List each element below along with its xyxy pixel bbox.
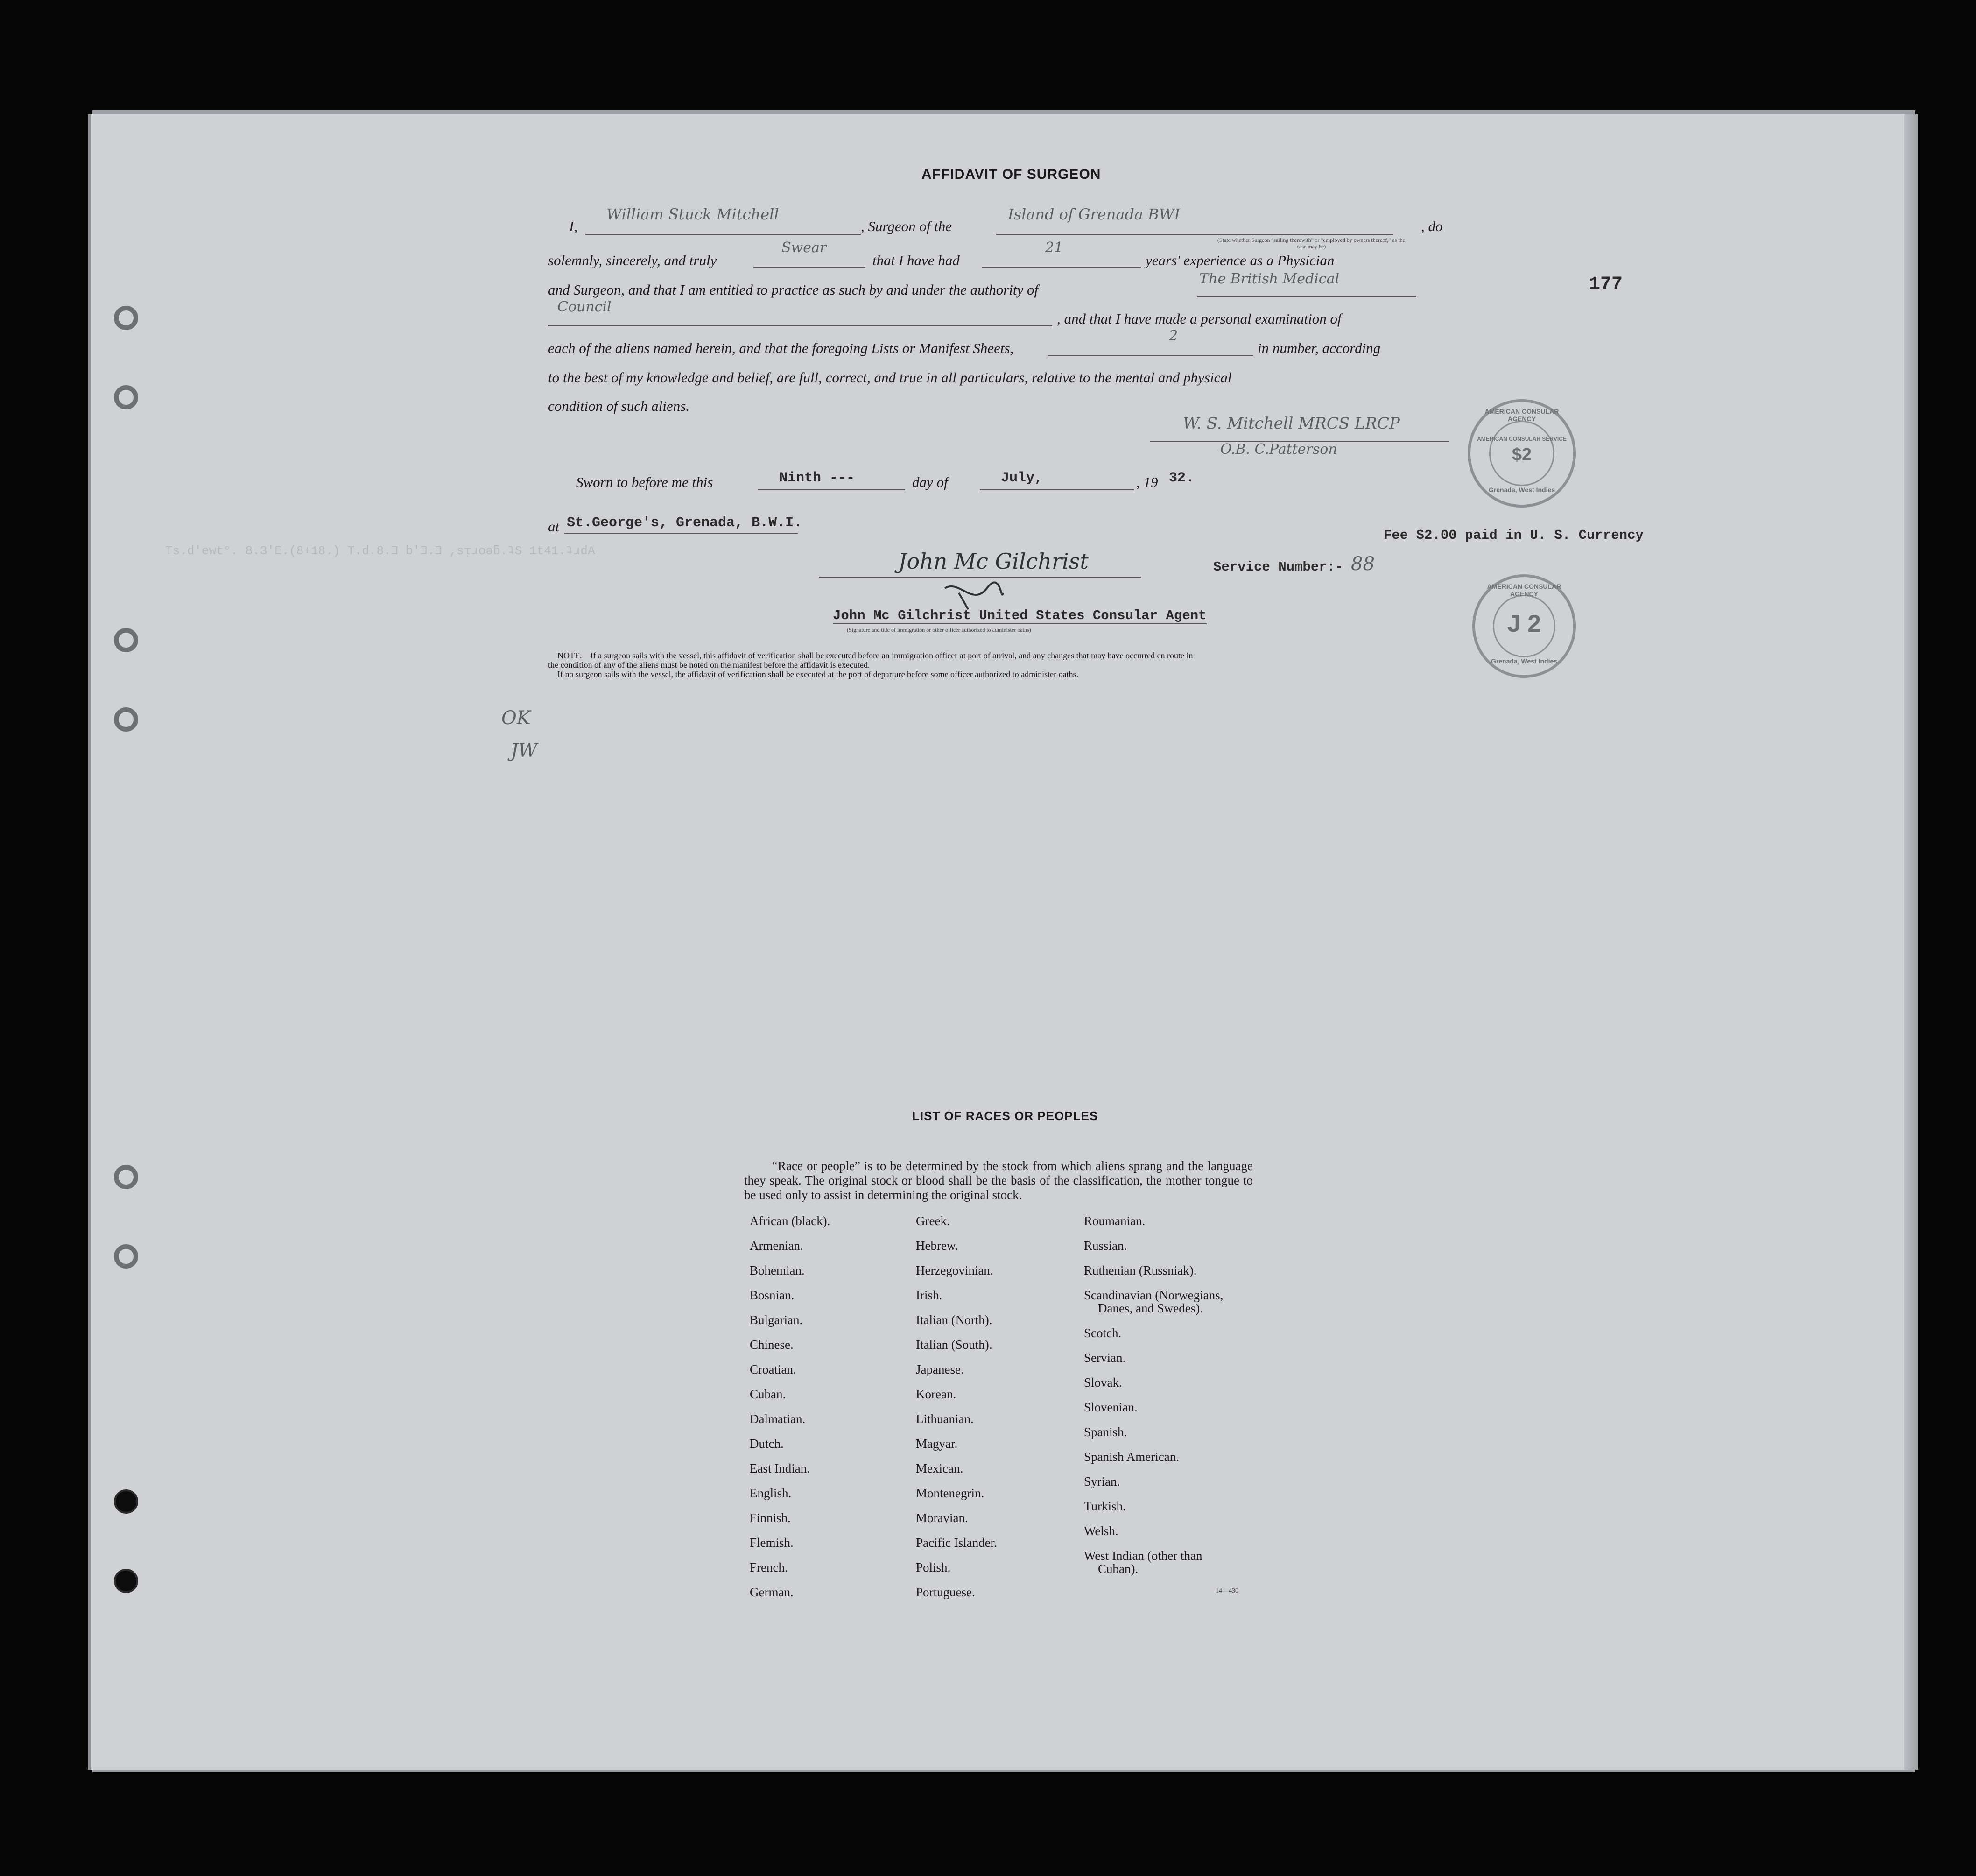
underline (1048, 355, 1253, 356)
oath-handwritten: Swear (781, 240, 827, 256)
race-item: German. (750, 1585, 794, 1599)
service-number-label: Service Number:- (1213, 559, 1343, 575)
stamp-ring-text: AMERICAN CONSULAR AGENCY (1487, 583, 1561, 598)
stamp-sub-text: AMERICAN CONSULAR SERVICE (1477, 436, 1567, 442)
race-item: Cuban. (750, 1387, 786, 1401)
note-line-1: NOTE.—If a surgeon sails with the vessel, this affidavit of verification shall be executed before an immigration officer at port of arrival, and any changes that may have occurred en route in (557, 651, 1193, 660)
races-title: LIST OF RACES OR PEOPLES (912, 1109, 1098, 1123)
note-line-2: the condition of any of the aliens must be noted on the manifest before the affidavit is executed. (548, 660, 870, 670)
underline (996, 234, 1393, 235)
surgeon-signature: W. S. Mitchell MRCS LRCP (1183, 414, 1400, 433)
binder-hole (114, 306, 138, 330)
race-item: Italian (North). (916, 1313, 992, 1327)
race-item: Mexican. (916, 1461, 963, 1475)
line3-text: and Surgeon, and that I am entitled to practice as such by and under the authority of (548, 282, 1039, 298)
race-item: Greek. (916, 1214, 950, 1228)
sworn-year-prefix: , 19 (1136, 474, 1158, 490)
race-item: Syrian. (1084, 1474, 1120, 1488)
years-handwritten: 21 (1045, 240, 1063, 256)
margin-initials-ok: OK (501, 707, 531, 729)
line1-mid: , Surgeon of the (861, 218, 952, 234)
race-item: Scandinavian (Norwegians, (1084, 1288, 1224, 1302)
race-item: Dutch. (750, 1437, 784, 1451)
underline (758, 489, 905, 490)
stamp-center-text: J 2 (1507, 610, 1541, 637)
race-item: Danes, and Swedes). (1098, 1301, 1203, 1315)
underline (982, 267, 1141, 268)
race-item: Scotch. (1084, 1326, 1122, 1340)
stamp-center-text: $2 (1512, 445, 1532, 465)
line7-text: condition of such aliens. (548, 398, 690, 414)
consul-caption: (Signature and title of immigration or other officer authorized to administer oaths) (847, 627, 1031, 633)
place-typed: St.George's, Grenada, B.W.I. (567, 515, 802, 531)
race-item: Hebrew. (916, 1239, 958, 1253)
surgeon-name-handwritten: William Stuck Mitchell (606, 205, 779, 223)
surgeon-hint: (State whether Surgeon "sailing therewith" or "employed by owners thereof," as the case may be) (1217, 237, 1405, 250)
race-item: Armenian. (750, 1239, 803, 1253)
binder-hole (114, 1165, 138, 1189)
race-item: Moravian. (916, 1511, 968, 1525)
race-item: Korean. (916, 1387, 956, 1401)
race-item: Pacific Islander. (916, 1536, 997, 1550)
race-item: Polish. (916, 1560, 951, 1574)
race-item: Magyar. (916, 1437, 958, 1451)
binder-hole (114, 1244, 138, 1269)
race-item: English. (750, 1486, 792, 1500)
races-intro: “Race or people” is to be determined by the stock from which aliens sprang and the language they speak. The original stock or blood shall be the basis of the classification, the mother tongue to be used only to assist in determining the original stock. (744, 1159, 1253, 1202)
race-item: Bulgarian. (750, 1313, 803, 1327)
line2-mid: that I have had (872, 252, 960, 268)
line4-text: , and that I have made a personal examination of (1057, 310, 1342, 327)
race-item: Croatian. (750, 1362, 796, 1376)
underline (548, 325, 1052, 326)
race-item: Italian (South). (916, 1338, 992, 1352)
race-item: Herzegovinian. (916, 1263, 993, 1277)
sworn-month-typed: July, (1001, 470, 1043, 486)
stamp-ring-text: AMERICAN CONSULAR AGENCY (1484, 408, 1559, 423)
race-item: Slovak. (1084, 1375, 1122, 1389)
line1-suffix: , do (1421, 218, 1443, 234)
consul-signature: John Mc Gilchrist (898, 549, 1089, 574)
line1-prefix: I, (569, 218, 578, 234)
race-item: Flemish. (750, 1536, 794, 1550)
line5-prefix: each of the aliens named herein, and that the foregoing Lists or Manifest Sheets, (548, 340, 1014, 356)
stamp-bottom-text: Grenada, West Indies (1491, 657, 1558, 665)
race-item: Irish. (916, 1288, 942, 1302)
race-item: Bohemian. (750, 1263, 805, 1277)
race-item: Welsh. (1084, 1524, 1118, 1538)
race-item: Russian. (1084, 1239, 1127, 1253)
binder-hole (114, 628, 138, 652)
affidavit-title: AFFIDAVIT OF SURGEON (921, 167, 1101, 182)
race-item: Lithuanian. (916, 1412, 974, 1426)
page-edge-shadow (1904, 114, 1918, 1770)
race-item: West Indian (other than (1084, 1549, 1202, 1563)
underline (980, 489, 1134, 490)
line6-text: to the best of my knowledge and belief, are full, correct, and true in all particulars, relative to the mental and physical (548, 369, 1232, 386)
service-number-handwritten: 88 (1351, 553, 1375, 575)
underline (1197, 296, 1416, 297)
witness-signature: O.B. C.Patterson (1220, 441, 1337, 458)
race-item: Bosnian. (750, 1288, 795, 1302)
sworn-day-typed: Ninth --- (779, 470, 855, 486)
stamp-bottom-text: Grenada, West Indies (1488, 486, 1555, 494)
margin-initials-jw: JW (511, 740, 538, 762)
race-item: Slovenian. (1084, 1400, 1138, 1414)
underline (585, 234, 861, 235)
race-item: Montenegrin. (916, 1486, 984, 1500)
race-item: Dalmatian. (750, 1412, 806, 1426)
note-line-3: If no surgeon sails with the vessel, the affidavit of verification shall be executed at the port of departure before some officer authorized to administer oaths. (557, 670, 1079, 679)
race-item: Cuban). (1098, 1562, 1139, 1576)
fee-text: Fee $2.00 paid in U. S. Currency (1384, 528, 1644, 543)
consul-flourish (940, 579, 1006, 612)
affidavit-line-1 (569, 218, 577, 235)
sheet-count-handwritten: 2 (1169, 328, 1178, 344)
binder-hole (114, 1569, 138, 1593)
bleed-through-text: Ts.d'ewt°. 8.3'E.(8+18.) T.d.8.Ǝ b'Ǝ.Ǝ ,sᴉɹoǝƃ.ʇS 1t41.ʇɹdA (165, 544, 595, 558)
authority-handwritten-continued: Council (557, 299, 612, 315)
race-item: African (black). (750, 1214, 830, 1228)
underline (564, 533, 798, 534)
consular-stamp-fee (1468, 399, 1576, 508)
race-item: Spanish. (1084, 1425, 1127, 1439)
line5-suffix: in number, according (1258, 340, 1381, 356)
consular-stamp-seal (1472, 574, 1576, 678)
race-item: Servian. (1084, 1351, 1126, 1365)
line2-suffix: years' experience as a Physician (1146, 252, 1335, 268)
consul-typed-name: John Mc Gilchrist United States Consular Agent (833, 608, 1207, 623)
place-prefix: at (548, 518, 560, 535)
signature-line (819, 577, 1141, 578)
manifest-page (88, 114, 1918, 1770)
race-item: Spanish American. (1084, 1450, 1179, 1464)
sworn-mid: day of (912, 474, 948, 490)
race-item: Chinese. (750, 1338, 794, 1352)
race-item: Portuguese. (916, 1585, 975, 1599)
race-item: French. (750, 1560, 788, 1574)
sworn-prefix: Sworn to before me this (576, 474, 713, 490)
race-item: Japanese. (916, 1362, 964, 1376)
binder-hole (114, 385, 138, 409)
authority-handwritten: The British Medical (1199, 271, 1340, 287)
binder-hole (114, 1489, 138, 1514)
race-item: Ruthenian (Russniak). (1084, 1263, 1197, 1277)
binder-hole (114, 707, 138, 732)
race-item: Finnish. (750, 1511, 791, 1525)
form-code: 14—430 (1216, 1587, 1238, 1594)
race-item: Turkish. (1084, 1499, 1126, 1513)
line2-prefix: solemnly, sincerely, and truly (548, 252, 717, 268)
race-item: Roumanian. (1084, 1214, 1146, 1228)
race-item: East Indian. (750, 1461, 810, 1475)
page-number: 177 (1589, 274, 1623, 295)
sworn-year-typed: 32. (1169, 470, 1195, 486)
vessel-handwritten: Island of Grenada BWI (1008, 205, 1181, 223)
underline (753, 267, 865, 268)
